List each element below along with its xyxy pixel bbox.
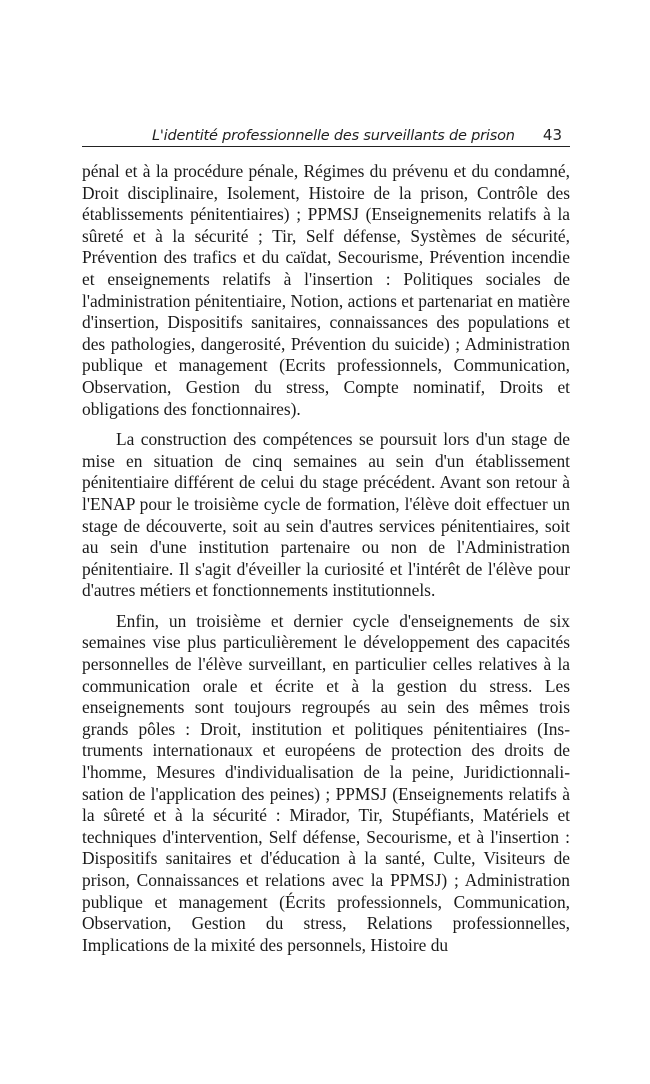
paragraph-3: Enfin, un troisième et dernier cycle d'enseignements de six semaines vise plus particulièrement le développement des capacités personnelles de l'élève surveillant, en particulier celles relatives à la communication orale et écrite et à la gestion du stress. Les enseignements sont toujours regroupés au sein des mêmes trois grands pôles : Droit, institution et politiques pénitentiaires (Instruments internationaux et européens de protection des droits de l'homme, Mesures d'individualisation de la peine, Juridictionnalisation de l'application des peines) ; PPMSJ (Enseignements relatifs à la sûreté et à la sécurité : Mirador, Tir, Stupéfiants, Matériels et techniques d'intervention, Self défense, Secourisme, et à l'insertion : Dispositifs sanitaires et d'éducation à la santé, Culte, Visiteurs de prison, Connaissances et relations avec la PPMSJ) ; Administration publique et management (Écrits professionnels, Communication, Observation, Gestion du stress, Relations professionnelles, Implications de la mixité des personnels, Histoire du: [82, 610, 570, 955]
paragraph-2: La construction des compétences se poursuit lors d'un stage de mise en situation de cinq semaines au sein d'un établissement pénitentiaire différent de celui du stage précédent. Avant son retour à l'ENAP pour le troisième cycle de formation, l'élève doit effectuer un stage de découverte, soit au sein d'autres services pénitentiaires, soit au sein d'une institution partenaire ou non de l'Administration pénitentiaire. Il s'agit d'éveiller la curiosité et l'intérêt de l'élève pour d'autres métiers et fonctionnements institutionnels.: [82, 429, 570, 601]
running-title: L'identité professionnelle des surveillants de prison: [152, 128, 515, 144]
body-text: [82, 161, 570, 956]
running-header: [82, 122, 570, 147]
paragraph-1: pénal et à la procédure pénale, Régimes du prévenu et du condamné, Droit disciplinaire, Isolement, Histoire de la prison, Contrôle des établissements pénitentiaires) ; PPMSJ (Enseignemenits relatifs à la sûreté et à la sécurité ; Tir, Self défense, Systèmes de sécurité, Prévention des trafics et du caïdat, Secourisme, Prévention incendie et enseignements relatifs à l'insertion : Politiques sociales de l'administration pénitentiaire, Notion, actions et partenariat en matière d'insertion, Dispositifs sanitaires, connaissances des populations et des pathologies, dangerosité, Prévention du suicide) ; Administration publique et management (Ecrits professionnels, Communication, Observation, Gestion du stress, Compte nominatif, Droits et obligations des fonctionnaires).: [82, 161, 570, 419]
page-number: 43: [542, 126, 562, 144]
book-page: [82, 122, 570, 965]
